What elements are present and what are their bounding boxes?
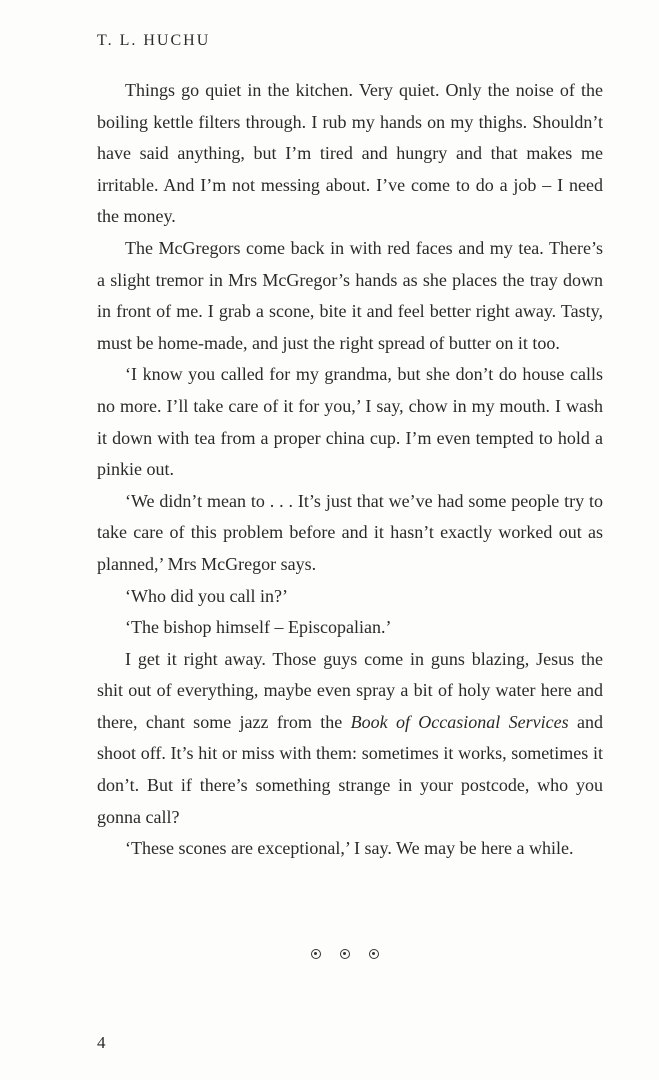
paragraph-text: and shoot off. It’s hit or miss with them: sometimes it works, sometimes it don’t. But if there’s something strange in your postcode, who you gonna call?: [97, 711, 603, 827]
paragraph: Things go quiet in the kitchen. Very quiet. Only the noise of the boiling kettle filters through. I rub my hands on my thighs. Shouldn’t have said anything, but I’m tired and hungry and that makes me irritable. And I’m not messing about. I’ve come to do a job – I need the money.: [97, 80, 603, 227]
paragraph: ‘I know you called for my grandma, but she don’t do house calls no more. I’ll take care of it for you,’ I say, chow in my mouth. I wash it down with tea from a proper china cup. I’m even tempted to hold a pinkie out.: [97, 364, 603, 480]
book-title: Book of Occasional Services: [350, 711, 569, 732]
page-number: 4: [97, 1033, 106, 1052]
paragraph: The McGregors come back in with red faces and my tea. There’s a slight tremor in Mrs McGregor’s hands as she places the tray down in front of me. I grab a scone, bite it and feel better right away. Tasty, must be home-made, and just the right spread of butter on it too.: [97, 237, 603, 353]
bullseye-ornament-icon: [369, 949, 379, 959]
paragraph-text: I get it right away. Those guys come in guns blazing, Jesus the shit out of everything, maybe even spray a bit of holy water here and there, chant some jazz from the: [97, 648, 603, 732]
paragraph: [97, 644, 603, 834]
section-break: [311, 946, 391, 962]
paragraph: ‘These scones are exceptional,’ I say. We may be here a while.: [125, 838, 574, 859]
bullseye-ornament-icon: [311, 949, 321, 959]
running-head: T. L. HUCHU: [97, 32, 211, 49]
body-text: [97, 75, 603, 865]
paragraph: ‘We didn’t mean to . . . It’s just that we’ve had some people try to take care of this problem before and it hasn’t exactly worked out as planned,’ Mrs McGregor says.: [97, 490, 603, 574]
paragraph: ‘Who did you call in?’: [125, 585, 288, 606]
paragraph: ‘The bishop himself – Episcopalian.’: [125, 617, 392, 638]
bullseye-ornament-icon: [340, 949, 350, 959]
